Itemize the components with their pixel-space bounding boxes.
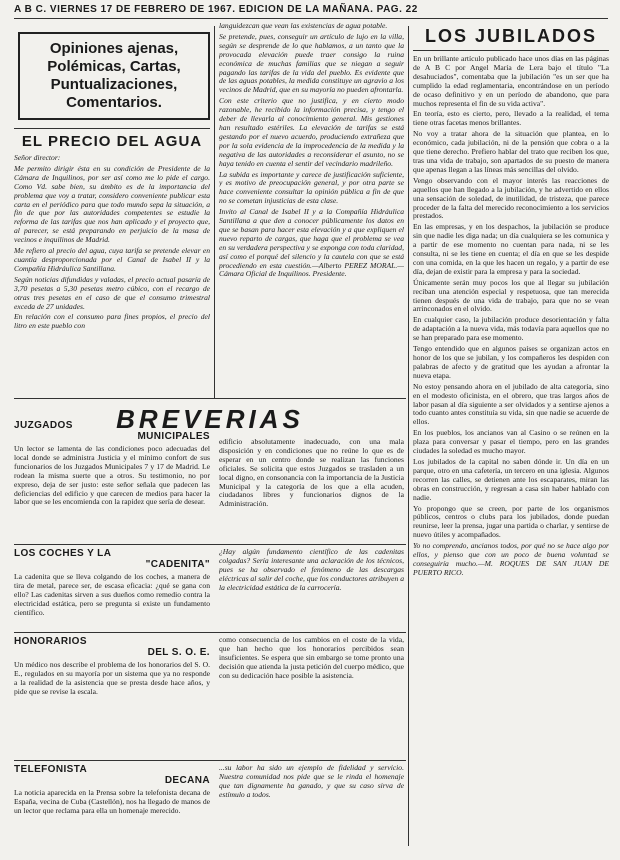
breverias-text: La noticia aparecida en la Prensa sobre la telefonista decana de España, vecina de Cuba (Castellón), nos ha llegado de manos de un lector que reclama para ella un homenaje merecido. — [14, 788, 210, 815]
breverias-item-telefonista-cont — [219, 764, 404, 848]
breverias-text: ¿Hay algún fundamento científico de las cadenitas colgadas? Sería interesante una aclaración de los técnicos, pues se ha observado el fenómeno de las descargas eléctricas al salir del coche, que los conductores atribuyen a la electricidad estática de la carrocería. — [219, 548, 404, 592]
column-middle-top — [219, 22, 404, 396]
jubilados-paragraph: En los pueblos, los ancianos van al Casino o se reúnen en la plaza para conversar y pasar el tiempo, pero en las grandes ciudades la soledad es mucho mayor. — [413, 428, 609, 456]
opinion-box-line: Puntualizaciones, — [50, 76, 178, 93]
precio-paragraph: Según noticias difundidas y valadas, el precio actual pasaría de 3,70 pesetas a 5,30 pesetas metro cúbico, con el recargo de otras tres pesetas en el caso de que el consumo trimestral exceda de 27 unidades. — [14, 274, 210, 311]
col2-paragraph: languidezcan que vean las existencias de agua potable. — [219, 22, 388, 30]
breverias-text: edificio absolutamente inadecuado, con una mala disposición y en condiciones que no reúne lo que es de esperar en un centro donde se realizan las funciones oficiales. Se solicita que estos Juzgados se trasladen a un local digno, en consonancia con la importancia de la Justicia Municipal y la categoría de los que a ella acuden, ciudadanos libres y funcionarios dignos de la Administración. — [219, 438, 404, 509]
jubilados-paragraph: No estoy pensando ahora en el jubilado de alta categoría, sino en el modesto oficinista, en el obrero, que tras largos años de labor pasan al día siguiente a ser olvidados y a sentirse ajenos a todo cuanto antes constituía su vida, sin que nadie se acuerde de ellos. — [413, 381, 609, 427]
column-rule — [214, 26, 215, 398]
masthead: A B C. VIERNES 17 DE FEBRERO DE 1967. EDICION DE LA MAÑANA. PAG. 22 — [14, 4, 608, 19]
precio-salutation: Señor director: — [14, 153, 61, 162]
breverias-heading: HONORARIOS DEL S. O. E. — [14, 636, 210, 658]
col2-paragraph: Con este criterio que no justifica, y en cierto modo razonable, he recibido la información precisa, y tengo el deber de llevarla al conocimiento general. Mis gestiones han resultado estériles. La elevación de tarifas se está gestando por el nuevo acuerdo, produciendo extrañeza que por la sola evidencia de la improcedencia de la medida y la negativa de las autoridades a reconsiderar el asunto, no se haya tenido en cuenta el sentir del vecindario madrileño. — [219, 96, 404, 168]
column-left-top — [14, 22, 210, 398]
section-rule — [14, 398, 406, 399]
col2-paragraph: La subida es importante y carece de justificación suficiente, y es motivo de preocupación general, y por otra parte se hace conveniente consultar la opinión pública a fin de que no se cometan injusticias de esta clase. — [219, 169, 404, 206]
jubilados-paragraph: En cualquier caso, la jubilación produce desorientación y falta de adaptación a la nueva vida, más todavía para aquellos que no se han preparado para ese momento. — [413, 315, 609, 343]
jubilados-title: LOS JUBILADOS — [413, 22, 609, 51]
column-right — [413, 22, 609, 848]
breverias-item-telefonista — [14, 764, 210, 848]
breverias-text: Un lector se lamenta de las condiciones poco adecuadas del local donde se administra Justicia y el mínimo confort de sus funcionarios de los Juzgados Municipales 7 y 17 de Madrid. Le rodean la misma suerte que a otros. Su testimonio, no por expreso, deja de ser justo: este señor señala que padecen las deficiencias del edificio y que carecen de medios para hacer la labor que se les encomienda con la rapidez que sería de desear. — [14, 444, 210, 507]
jubilados-paragraph: Tengo entendido que en algunos países se organizan actos en honor de los que se jubilan, y los compañeros les despiden con palabras de afecto y de gratitud que les ayudan a afrontar la nueva etapa. — [413, 344, 609, 380]
jubilados-paragraph: En un brillante artículo publicado hace unos días en las páginas de A B C por Angel María de Lera bajo el título "La desahuciados", comentaba que la jubilación "es un ser que ha cumplido la edad reglamentaria, encontrándose en un período de ocaso definitivo y en un período de abandono, que para muchos representa el fin de su vida activa". — [413, 54, 609, 108]
jubilados-paragraph: Yo propongo que se creen, por parte de los organismos públicos, centros o clubs para los jubilados, donde puedan reunirse, leer la prensa, jugar una partida o charlar, y sentirse de nuevo útiles y acompañados. — [413, 503, 609, 540]
section-rule — [14, 760, 406, 761]
opinion-box — [18, 32, 210, 120]
breverias-text: ...su labor ha sido un ejemplo de fidelidad y servicio. Nuestra comunidad nos pide que se le rinda el homenaje que tan dignamente ha ganado, y que su caso sirva de estímulo a todos. — [219, 764, 404, 799]
section-rule — [14, 632, 406, 633]
col2-paragraph: Invito al Canal de Isabel II y a la Compañía Hidráulica Santillana a que den a conocer públicamente los datos en que se basan para hacer esta elevación y a que expliquen el nuevo reparto de cargas, que haga que el problema se vea en su verdadera perspectiva y se exponga con toda claridad, así como el porqué del silencio y la cautela con que se está procediendo en esta cuestión.—Alberto PEREZ MORAL.—Cámara Oficial de Inquilinos. Presidente. — [219, 207, 404, 279]
breverias-item-honorarios-cont — [219, 636, 404, 758]
jubilados-paragraph: Únicamente serán muy pocos los que al llegar su jubilación reciban una atención especial y respetuosa, que tan merecida tienen después de una vida de trabajo, para que no se vean arrinconados en el olvido. — [413, 277, 609, 314]
jubilados-paragraph: Vengo observando con el mayor interés las reacciones de aquellos que han llegado a la jubilación, y he advertido en ellos una sensación de soledad, de inutilidad, de tristeza, que parece proceder de la falta del merecido reconocimiento a los servicios prestados. — [413, 175, 609, 221]
section-rule — [14, 544, 406, 545]
precio-paragraph: Me permito dirigir ésta en su condición de Presidente de la Cámara de Inquilinos, por ser así como me lo pide el cargo. Como Vd. sabe bien, su ámbito es de la importancia del problema que voy a tratar, considero conveniente publicar esta carta en el periódico para que todo mundo sepa la situación, a fin de que por las autoridades competentes se estudie la reforma de las tarifas que nos han aplicado y el proyecto que, al parecer, se está preparando en perjuicio de la masa de vecinos e inquilinos de Madrid. — [14, 163, 210, 245]
jubilados-paragraph: No voy a tratar ahora de la situación que plantea, en lo económico, cada jubilación, ni de la pensión que cobra o a la que tiene derecho. Prefiero hablar del trato que reciben los que, tras una vida de trabajo, son apartados de su puesto de manera que apenas llegan a las líneas más sencillas del olvido. — [413, 129, 609, 174]
breverias-text: La cadenita que se lleva colgando de los coches, a manera de tira de metal, parece ser, de escasa eficacia: ¿qué se gana con ello? Las cadenitas sirven a sus dueños como remedio contra la electricidad estática, pero se pregunta si existe un fundamento científico. — [14, 572, 210, 617]
breverias-text: como consecuencia de los cambios en el coste de la vida, que han hecho que los honorarios percibidos sean insuficientes. Se espera que sin embargo se tome pronto una decisión que atienda la justa petición del cuerpo médico, que con su dedicación hace posible la asistencia. — [219, 636, 404, 680]
breverias-item-juzgados-cont — [219, 438, 404, 542]
precio-agua-title: EL PRECIO DEL AGUA — [14, 128, 210, 150]
opinion-box-line: Comentarios. — [66, 94, 162, 111]
breverias-item-juzgados — [14, 420, 210, 542]
precio-paragraph: Me refiero al precio del agua, cuya tarifa se pretende elevar en cuantía desproporcionada por el Canal de Isabel II y la Compañía Hidráulica Santillana. — [14, 246, 210, 273]
jubilados-paragraph: En las empresas, y en los despachos, la jubilación se produce sin que nadie les diga nada; un día cualquiera se les comunica y a partir de ese momento no cuentan para nada, ni se les consulta, ni se les tiene en cuenta; el día en que se les despide con una comida, en la que les hacen un regalo, y a partir de ese día, dejan de existir para la empresa y para la sociedad. — [413, 222, 609, 276]
breverias-heading: JUZGADOS MUNICIPALES — [14, 420, 210, 442]
precio-paragraph: En relación con el consumo para fines propios, el precio del litro en este pueblo con — [14, 312, 210, 331]
breverias-item-honorarios — [14, 636, 210, 758]
breverias-item-coches-cont — [219, 548, 404, 630]
breverias-heading: LOS COCHES Y LA "CADENITA" — [14, 548, 210, 570]
opinion-box-line: Opiniones ajenas, — [49, 40, 179, 57]
col2-paragraph: Se pretende, pues, conseguir un artículo de lujo en la villa, según se desprende de lo que hablamos, a un tanto que la provocada elevación puede traer consigo la ruina económica de muchas familias que se niegan a seguir pagando las tarifas de la vida del pueblo. Es evidente que de las aguas potables, la medida constituye un agravio a los vecinos de Madrid, que en su mayoría no pueden afrontarla. — [219, 31, 404, 95]
jubilados-paragraph: Los jubilados de la capital no saben dónde ir. Un día en un parque, otro en una cafetería, un tercero en una iglesia. Algunos recorren las calles, se detienen ante los escaparates, miran las obras en construcción, y regresan a casa sin haber hablado con nadie. — [413, 456, 609, 502]
jubilados-paragraph: Yo no comprendo, ancianos todos, por qué no se hace algo por ellos, y pienso que con un poco de buena voluntad se conseguiría mucho.—M. ROQUES DE SAN JUAN DE PUERTO RICO. — [413, 541, 609, 577]
breverias-heading: TELEFONISTA DECANA — [14, 764, 210, 786]
jubilados-paragraph: En teoría, esto es cierto, pero, llevado a la realidad, el tema tiene otras facetas menos brillantes. — [413, 109, 609, 128]
breverias-text: Un médico nos describe el problema de los honorarios del S. O. E., regulados en su mayoría por un sistema que ya no responde a la realidad de la asistencia que se presta desde hace años, y pide que se revise la escala. — [14, 660, 210, 696]
column-rule — [408, 26, 409, 846]
breverias-item-coches — [14, 548, 210, 630]
opinion-box-line: Polémicas, Cartas, — [47, 58, 181, 75]
breverias-title: BREVERIAS — [116, 404, 304, 434]
